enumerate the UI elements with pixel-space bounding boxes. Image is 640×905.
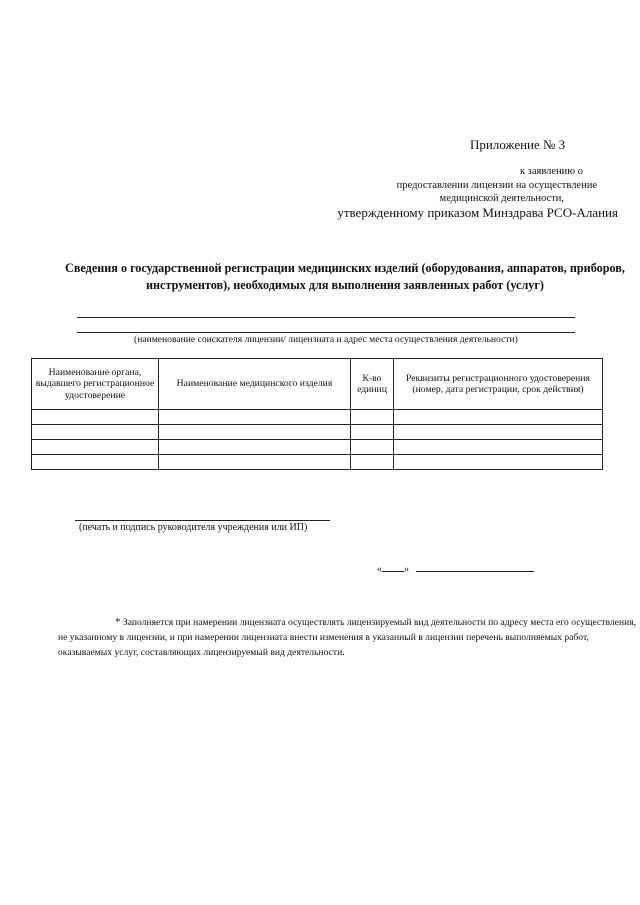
table-cell[interactable] bbox=[394, 440, 603, 455]
reference-line-3: медицинской деятельности, bbox=[439, 193, 564, 204]
column-header-device-name: Наименование медицинского изделия bbox=[159, 359, 351, 410]
date-day-blank[interactable] bbox=[382, 562, 404, 572]
footnote-mark: * bbox=[115, 616, 121, 628]
footnote-text: Заполняется при намерении лицензиата осуществлять лицензируемый вид деятельности по адресу места его осуществления, не указанному в лицензии, и при намерении лицензиата внести изменения в указанный в лицензии перечень выполняемых работ, оказываемых услуг, составляющих лицензируемый вид деятельности. bbox=[58, 617, 637, 658]
table-cell[interactable] bbox=[351, 425, 394, 440]
applicant-caption: (наименование соискателя лицензии/ лицензиата и адрес места осуществления деятельности) bbox=[134, 334, 518, 345]
date-close-quote: » bbox=[404, 564, 409, 575]
document-title: Сведения о государственной регистрации медицинских изделий (оборудования, аппаратов, приборов, инструментов), необходимых для выполнения заявленных работ (услуг) bbox=[65, 261, 625, 292]
table-cell[interactable] bbox=[159, 440, 351, 455]
table-cell[interactable] bbox=[32, 440, 159, 455]
medical-devices-table bbox=[31, 358, 603, 470]
table-cell[interactable] bbox=[159, 455, 351, 470]
table-cell[interactable] bbox=[394, 410, 603, 425]
signature-line bbox=[75, 520, 330, 521]
table-cell[interactable] bbox=[32, 425, 159, 440]
column-header-issuing-authority: Наименование органа, выдавшего регистрационное удостоверение bbox=[32, 359, 159, 410]
table-cell[interactable] bbox=[32, 455, 159, 470]
table-row bbox=[32, 455, 603, 470]
table-row bbox=[32, 440, 603, 455]
date-open-quote: « bbox=[377, 564, 382, 575]
table-cell[interactable] bbox=[159, 425, 351, 440]
table-cell[interactable] bbox=[394, 455, 603, 470]
table-header-row bbox=[32, 359, 603, 410]
column-header-certificate-details: Реквизиты регистрационного удостоверения (номер, дата регистрации, срок действия) bbox=[394, 359, 603, 410]
table-cell[interactable] bbox=[394, 425, 603, 440]
appendix-number: Приложение № 3 bbox=[470, 137, 566, 152]
reference-line-1: к заявлению о bbox=[519, 166, 583, 177]
date-month-year-blank[interactable] bbox=[416, 562, 534, 572]
applicant-address-line bbox=[77, 332, 575, 333]
reference-line-4: утвержденному приказом Минздрава РСО-Алания bbox=[337, 205, 618, 220]
table-cell[interactable] bbox=[351, 440, 394, 455]
footnote bbox=[58, 615, 640, 660]
table-cell[interactable] bbox=[351, 455, 394, 470]
table-cell[interactable] bbox=[351, 410, 394, 425]
table-cell[interactable] bbox=[159, 410, 351, 425]
column-header-quantity: К-во единиц bbox=[351, 359, 394, 410]
signature-caption: (печать и подпись руководителя учреждения или ИП) bbox=[79, 522, 308, 533]
applicant-name-line bbox=[77, 317, 575, 318]
reference-line-2: предоставлении лицензии на осуществление bbox=[396, 180, 597, 191]
date-field bbox=[377, 562, 534, 575]
table-cell[interactable] bbox=[32, 410, 159, 425]
table-row bbox=[32, 410, 603, 425]
table-row bbox=[32, 425, 603, 440]
